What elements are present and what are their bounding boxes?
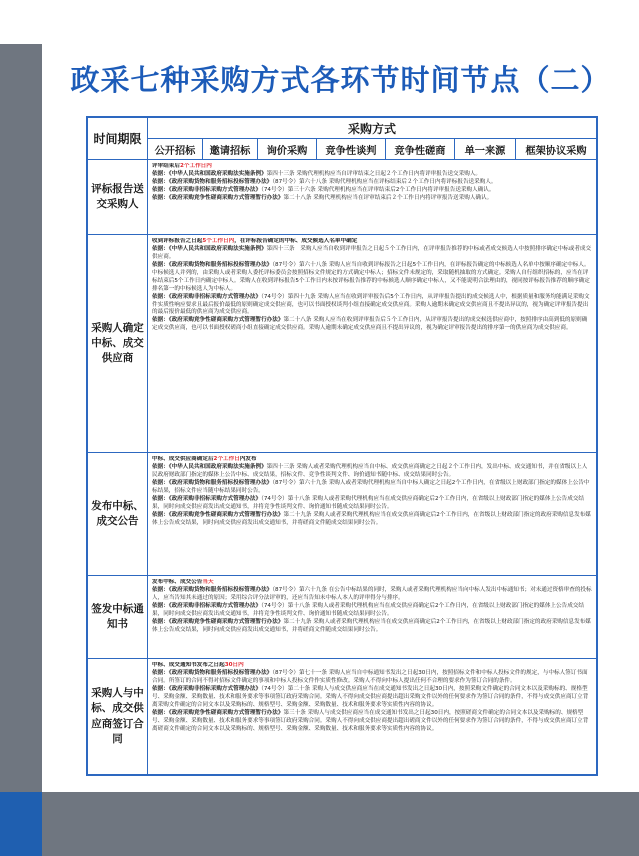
legal-basis-item: 依据：《中华人民共和国政府采购法实施条例》第四十三条 采购人应当自收到评审报告之日起５个工作日内，在评审报告推荐的中标或者成交候选人中按照排序确定中标或者成交供应商。 — [152, 245, 592, 260]
row-label: 采购人与中标、成交供应商签订合同 — [88, 659, 148, 774]
method-cell: 公开招标 — [148, 139, 203, 159]
legal-basis-item: 依据：《政府采购竞争性磋商采购方式管理暂行办法》第二十八条 采购人应当在收到评审报告后５个工作日内，从评审报告提出的成交候选供应商中，按照排序由高到低的原则确定成交供应商，也可以书面授权磋商小组直接确定成交供应商。采购人逾期未确定成交供应商且不提出异议的，视为确定评审报告提出的排序第一的供应商为成交供应商。 — [152, 317, 588, 332]
legal-basis-item: 依据：《政府采购货物和服务招标投标管理办法》（87号令）第六十九条 在公告中标结果的同时，采购人或者采购代理机构应当向中标人发出中标通知书；对未通过资格审查的投标人，应当告知其未通过的原因；采用综合评分法评审的，还应当告知未中标人本人的评审得分与排序。 — [152, 586, 592, 601]
deadline-highlight: 30日内 — [224, 662, 244, 668]
method-cell: 竞争性磋商 — [386, 139, 455, 159]
row-label: 签发中标通知书 — [88, 576, 148, 658]
row-body — [152, 238, 592, 450]
deadline-highlight: 5个工作日内 — [202, 238, 235, 244]
top-band — [0, 0, 639, 44]
row-label: 评标报告送交采购人 — [88, 160, 148, 234]
page-title: 政采七种采购方式各环节时间节点（二） — [70, 63, 611, 97]
corner-blue-block — [0, 792, 42, 856]
legal-basis-item: 依据：《政府采购非招标采购方式管理办法》（74号令）第十八条 采购人或者采购代理机构应当在成交供应商确定后2个工作日内，在省级以上财政部门指定的媒体上公告成交结果，同时向成交供应商发出成交通知书，并将竞争性谈判文件、询价通知书随成交结果同时公告。 — [152, 602, 584, 617]
row-body — [152, 662, 592, 772]
deadline-highlight: 2个工作日 — [213, 456, 240, 462]
deadline-highlight: 当天 — [202, 579, 214, 585]
legal-basis-item: 依据：《政府采购非招标采购方式管理办法》（74号令）第二十条 采购人与成交供应商应当在成交通知书发出之日起30日内，按照采购文件确定的合同文本以及采购标的、规格型号、采购金额、采购数量、技术和服务要求等事项签订政府采购合同。采购人不得向成交供应商提出超出采购文件以外的任何要求作为签订合同的条件，不得与成交供应商订立背离采购文件确定的合同文本以及采购标的、规格型号、采购金额、采购数量、技术和服务要求等实质性内容的协议。 — [152, 685, 589, 708]
legal-basis-item: 依据：《政府采购货物和服务招标投标管理办法》（87号令）第六十八条 采购代理机构应当在评标结束后２个工作日内将评标报告送采购人。 — [152, 178, 497, 185]
legal-basis-item: 依据：《政府采购竞争性磋商采购方式管理暂行办法》第二十八条 采购代理机构应当在评审结束后２个工作日内将评审报告送采购人确认。 — [152, 194, 493, 201]
method-cell: 询价采购 — [258, 139, 317, 159]
legal-basis-item: 依据：《政府采购非招标采购方式管理办法》（74号令）第四十九条 采购人应当在收到评审报告后5个工作日内，从评审报告提出的成交候选人中，根据质量和服务均能满足采购文件实质性响应要求且最后报价最低的原则确定成交供应商，也可以书面授权谈判小组直接确定成交供应商。采购人逾期未确定成交供应商且不提出异议的，视为确定评审报告提出的最后报价最低的供应商为成交供应商。 — [152, 293, 590, 316]
legal-basis-item: 依据：《中华人民共和国政府采购法实施条例》第四十三条 采购人或者采购代理机构应当自中标、成交供应商确定之日起２个工作日内，发出中标、成交通知书，并在省级以上人民政府财政部门指定的媒体上公告中标、成交结果，招标文件、竞争性谈判文件、询价通知书随中标、成交结果同时公告。 — [152, 463, 588, 478]
row-body — [152, 163, 592, 232]
row-body — [152, 456, 592, 573]
table-row — [88, 235, 596, 453]
legal-basis-item: 依据：《政府采购货物和服务招标投标管理办法》（87号令）第七十一条 采购人应当自中标通知书发出之日起30日内，按照招标文件和中标人投标文件的规定，与中标人签订书面合同。所签订的合同不得对招标文件确定的事项和中标人投标文件作实质性修改。采购人不得向中标人提出任何不合理的要求作为签订合同的条件。 — [152, 669, 588, 684]
table-row — [88, 160, 596, 235]
row-deadline: 中标、成交通知书发布之日起30日内 — [152, 662, 244, 668]
methods-row — [148, 139, 596, 160]
table-row — [88, 453, 596, 576]
time-node-table — [86, 116, 598, 776]
row-label: 采购人确定中标、成交供应商 — [88, 235, 148, 452]
bottom-gray-band — [0, 792, 639, 856]
method-cell: 邀请招标 — [203, 139, 258, 159]
methods-header: 采购方式 — [148, 118, 596, 139]
method-cell: 框架协议采购 — [525, 145, 587, 157]
row-deadline: 中标、成交供应商确定后2个工作日内发布 — [152, 456, 257, 462]
corner-header: 时间期限 — [88, 118, 148, 160]
row-deadline: 发布中标、成交公告当天 — [152, 579, 214, 585]
legal-basis-item: 依据：《政府采购非招标采购方式管理办法》（74号令）第三十六条 采购代理机构应当在评审结束后2个工作日内将评审报告送采购人确认。 — [152, 186, 495, 193]
legal-basis-item: 依据：《政府采购货物和服务招标投标管理办法》（87号令）第六十九条 采购人或者采购代理机构应当自中标人确定之日起2个工作日内，在省级以上财政部门指定的媒体上公告中标结果，招标文件应当随中标结果同时公告。 — [152, 479, 590, 494]
legal-basis-item: 依据：《政府采购货物和服务招标投标管理办法》（87号令）第六十八条 采购人应当自收到评标报告之日起5个工作日内，在评标报告确定的中标候选人名单中按顺序确定中标人。中标候选人并列的，由采购人或者采购人委托评标委员会按照招标文件规定的方式确定中标人；招标文件未规定的，采取随机抽取的方式确定。采购人自行组织招标的，应当在评标结束后5个工作日内确定中标人。采购人在收到评标报告5个工作日内未按评标报告推荐的中标候选人顺序确定中标人，又不能说明合法理由的，视同按评标报告推荐的顺序确定排名第一的中标候选人为中标人。 — [152, 261, 590, 292]
row-deadline: 收到评标报告之日起5个工作日内，在评标报告确定的中标、成交候选人名单中确定 — [152, 238, 358, 244]
legal-basis-item: 依据：《政府采购竞争性磋商采购方式管理暂行办法》第二十九条 采购人或者采购代理机构应当在成交供应商确定后2个工作日内，在省级以上财政部门指定的政府采购信息发布媒体上公告成交结果，同时向成交供应商发出成交通知书，并将磋商文件随成交结果同时公告。 — [152, 618, 591, 633]
table-row — [88, 576, 596, 659]
table-row — [88, 659, 596, 774]
row-body — [152, 579, 592, 656]
left-gray-band — [0, 44, 42, 856]
legal-basis-item: 依据：《政府采购竞争性磋商采购方式管理暂行办法》第二十九条 采购人或者采购代理机构应当在成交供应商确定后2个工作日内，在省级以上财政部门指定的政府采购信息发布媒体上公告成交结果，同时向成交供应商发出成交通知书，并将磋商文件随成交结果同时公告。 — [152, 511, 591, 526]
row-deadline: 评审结束后2个工作日内 — [152, 163, 212, 169]
row-label: 发布中标、成交公告 — [88, 453, 148, 575]
method-cell: 单一来源 — [455, 139, 516, 159]
legal-basis-item: 依据：《政府采购竞争性磋商采购方式管理暂行办法》第三十条 采购人与成交供应商应当在成交通知书发出之日起30日内，按照磋商文件确定的合同文本以及采购标的、规格型号、采购金额、采购数量、技术和服务要求等事项签订政府采购合同。采购人不得向成交供应商提出超出磋商文件以外的任何要求作为签订合同的条件，不得与成交供应商订立背离磋商文件确定的合同文本以及采购标的、规格型号、采购金额、采购数量、技术和服务要求等实质性内容的协议。 — [152, 709, 589, 732]
legal-basis-item: 依据：《中华人民共和国政府采购法实施条例》第四十三条 采购代理机构应当自评审结束之日起２个工作日内将评审报告送交采购人。 — [152, 170, 482, 177]
legal-basis-item: 依据：《政府采购非招标采购方式管理办法》（74号令）第十八条 采购人或者采购代理机构应当在成交供应商确定后2个工作日内，在省级以上财政部门指定的媒体上公告成交结果，同时向成交供应商发出成交通知书，并将竞争性谈判文件、询价通知书随成交结果同时公告。 — [152, 495, 584, 510]
method-cell: 竞争性谈判 — [317, 139, 386, 159]
deadline-highlight: 2个工作日内 — [179, 163, 212, 169]
